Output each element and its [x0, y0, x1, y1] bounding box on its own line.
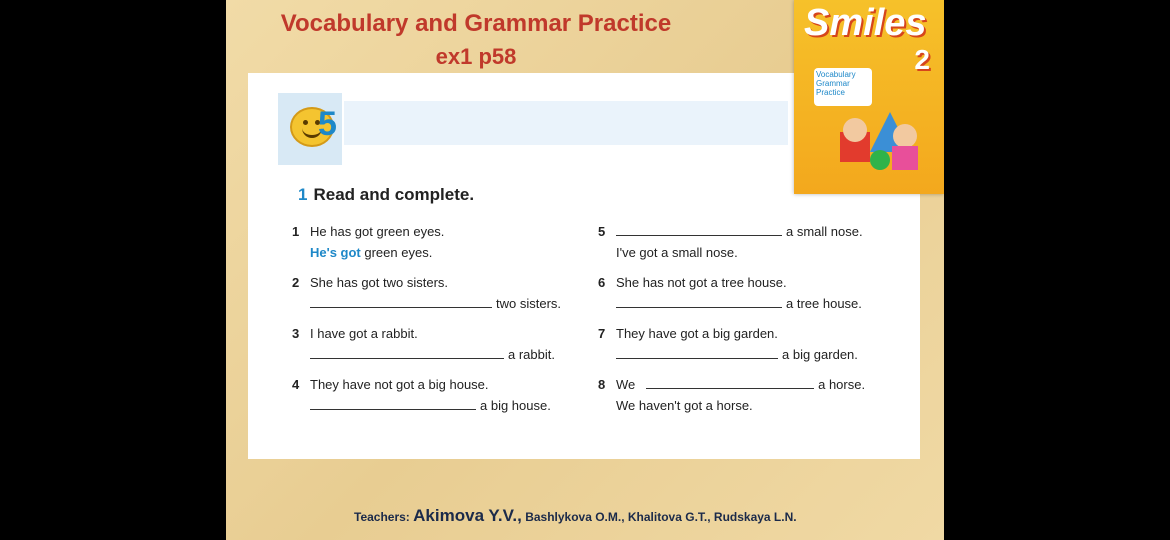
cover-illustration — [830, 102, 930, 174]
unit-header-bar — [344, 101, 788, 145]
unit-number: 5 — [318, 105, 337, 143]
answer-blank[interactable] — [310, 295, 492, 308]
book-cover — [794, 0, 944, 194]
answer-blank[interactable] — [616, 295, 782, 308]
slide — [226, 0, 944, 540]
cover-badge: Vocabulary Grammar Practice — [814, 68, 872, 106]
example-answer: He's got — [310, 245, 361, 260]
teachers-credit: Teachers: Akimova Y.V., Bashlykova O.M., Khalitova G.T., Rudskaya L.N. — [354, 506, 797, 525]
answer-blank[interactable] — [310, 397, 476, 410]
cover-title: Smiles — [804, 2, 927, 44]
exercise-instruction: Read and complete. — [313, 185, 475, 204]
slide-title: Vocabulary and Grammar Practice — [280, 10, 672, 37]
answer-blank[interactable] — [616, 223, 782, 236]
cover-level: 2 — [914, 44, 930, 75]
slide-subtitle: ex1 p58 — [435, 44, 517, 69]
answer-blank[interactable] — [646, 376, 814, 389]
exercise-title — [298, 185, 474, 205]
answer-blank[interactable] — [616, 346, 778, 359]
workbook-page: 5 1 Read and complete. 1 He has got green eyes. He's got green eyes. 2 She has got two sisters. two sisters. 3 I have got a rabbit. a rabbit. 4 They have not got a big house. a big house. 5 a small nose. I've got a small nose. 6 She has not got a tree house. a tree house. 7 They have got a big garden. a big garden. 8 We a horse. We haven't got a horse. — [248, 73, 920, 459]
exercise-number: 1 — [298, 185, 308, 204]
answer-blank[interactable] — [310, 346, 504, 359]
